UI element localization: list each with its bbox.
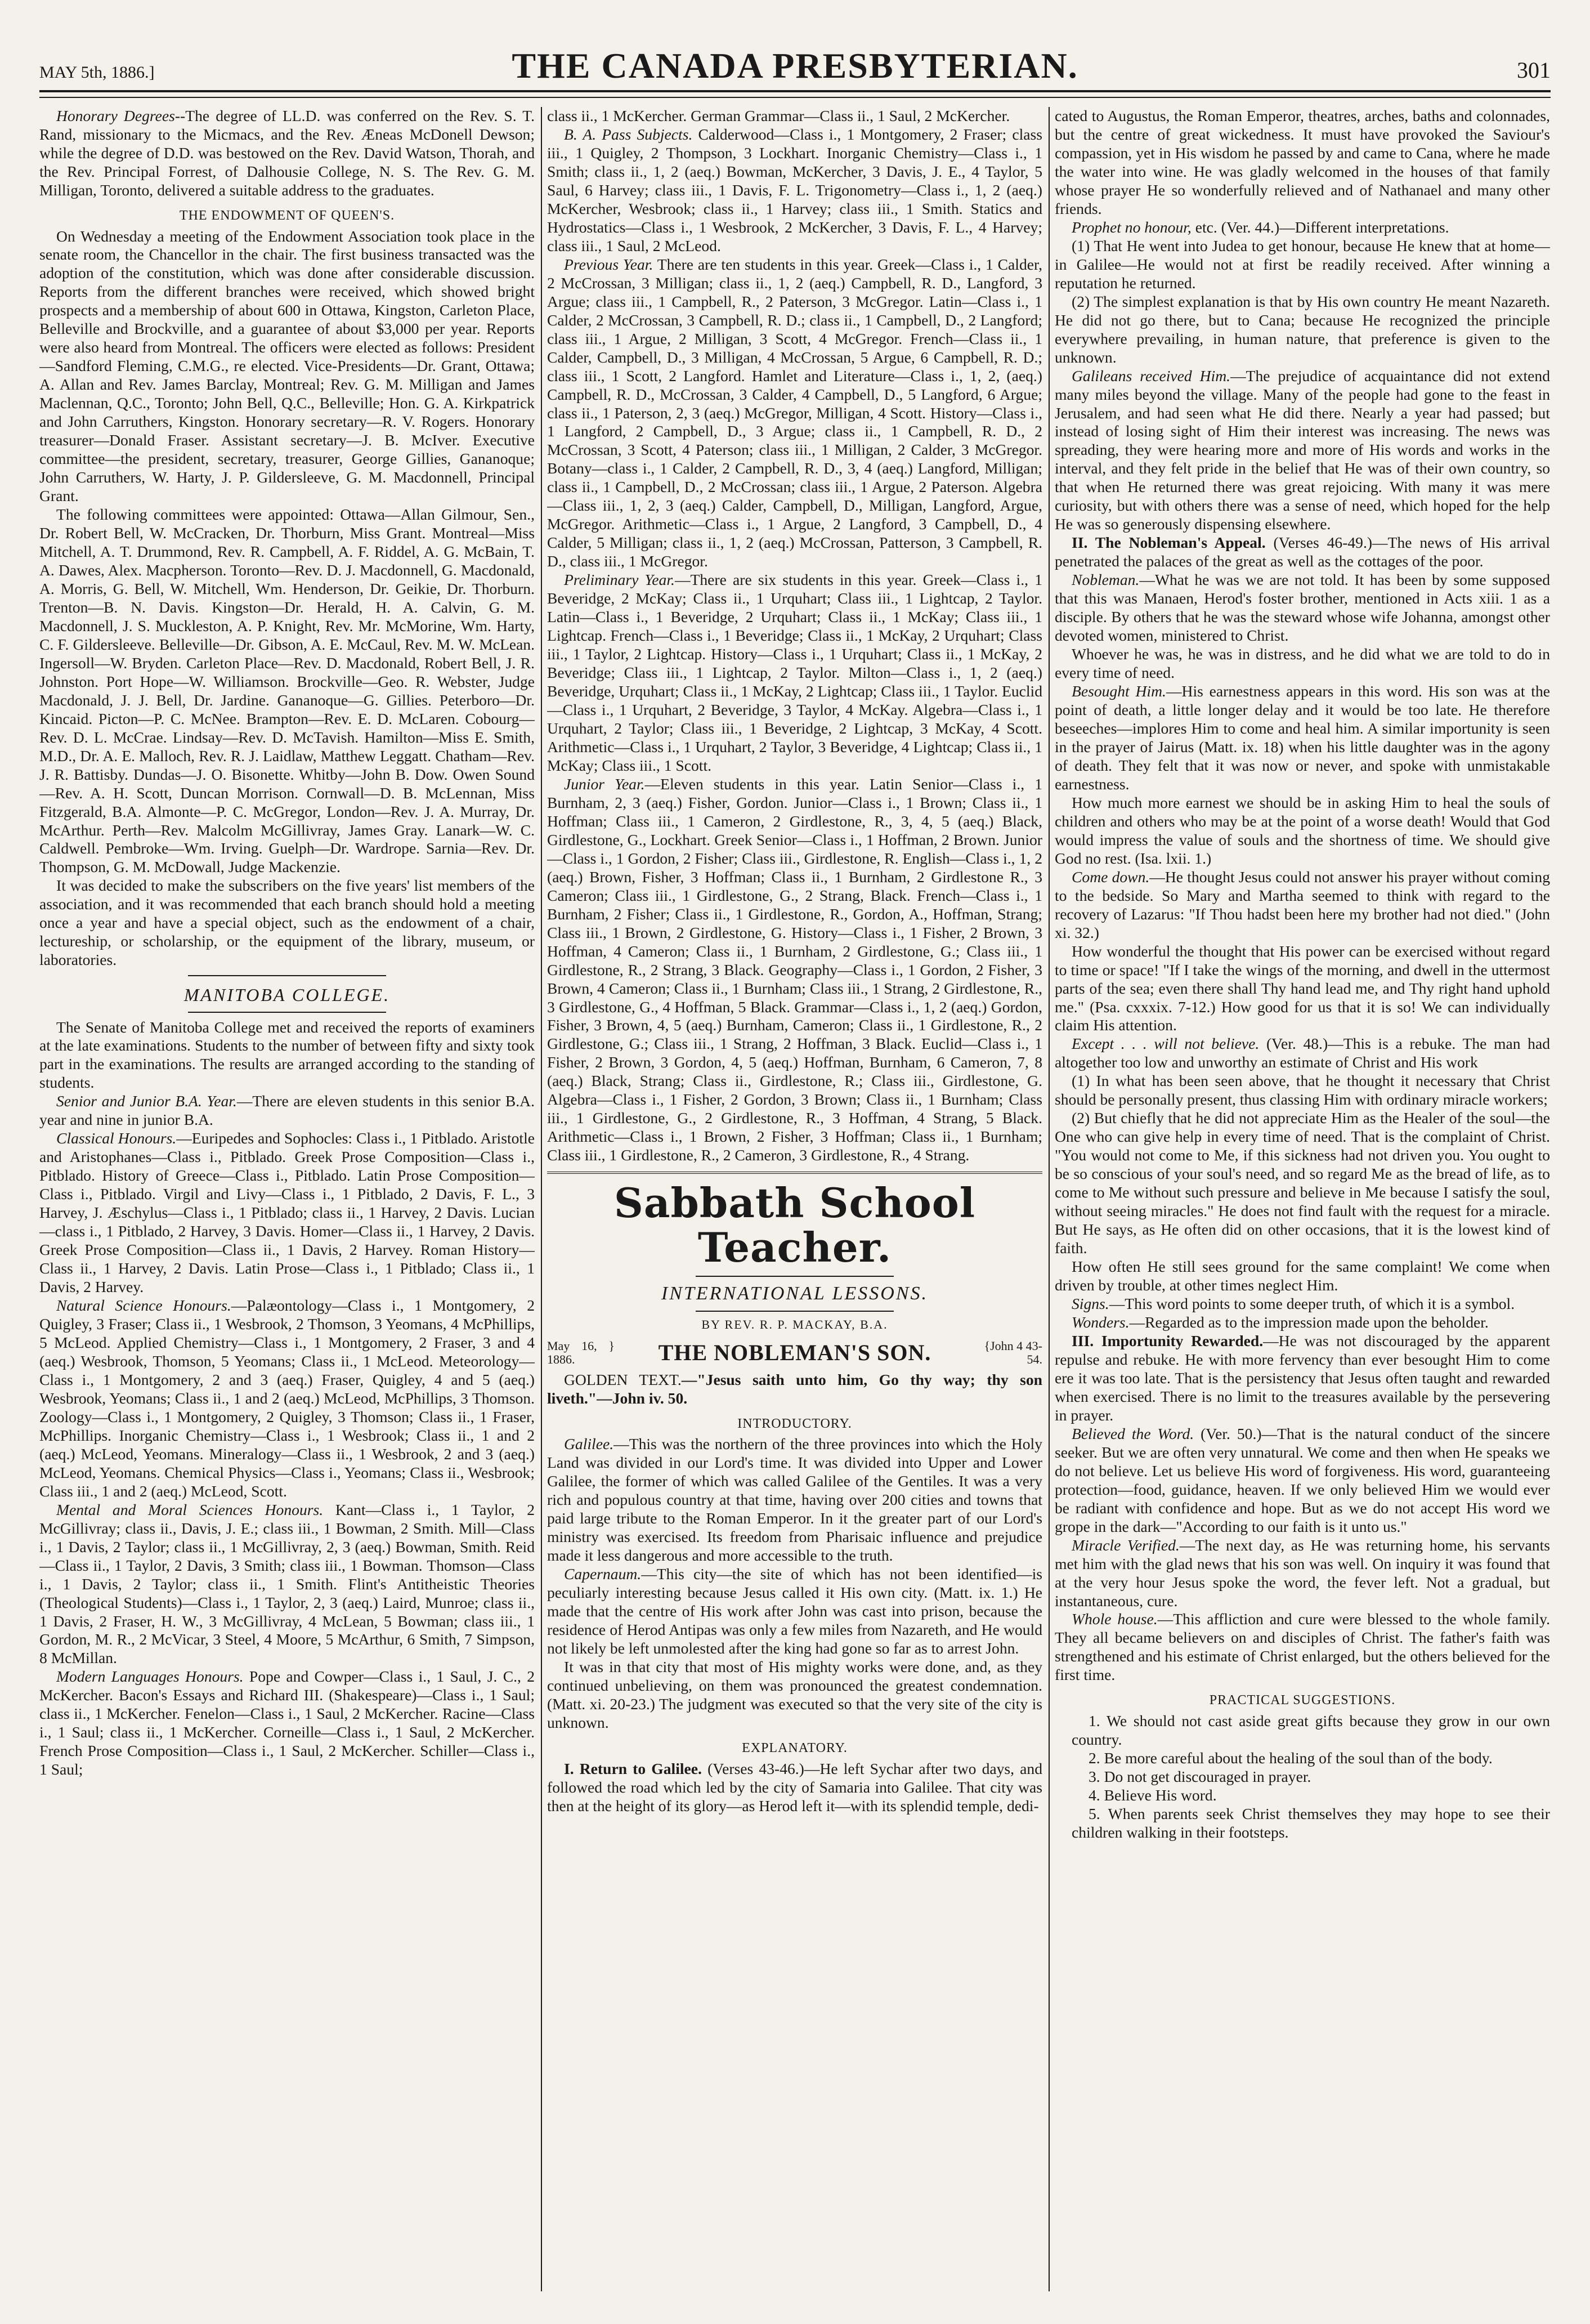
column-3 [1055, 107, 1550, 2291]
run-in-head: Junior Year. [564, 775, 645, 793]
run-in-head: Come down. [1072, 868, 1150, 886]
paragraph-endowment-1: On Wednesday a meeting of the Endowment Association took place in the senate room, the Chancellor in the chair. The first business transacted was the adoption of the constitution, which was done after considerable discussion. Reports from the different branches were received, which showed bright prospects and a membership of about 600 in Ottawa, Kingston, Carleton Place, Belleville and Brockville, and a guarantee of about $3,000 per year. Reports were also heard from Montreal. The officers were elected as follows: President—Sandford Fleming, C.M.G., re elected. Vice-Presidents—Dr. Grant, Ottawa; A. Allan and Rev. James Barclay, Montreal; Rev. G. M. Milligan and James Maclennan, Q.C., Toronto; John Bell, Q.C., Belleville; Hon. G. A. Kirkpatrick and John Carruthers, Kingston. Honorary secretary—R. V. Rogers. Honorary treasurer—Donald Fraser. Assistant secretary—J. B. McIver. Executive committee—the president, secretary, treasurer, George Gillies, Gananoque; John Carruthers, W. Harty, J. P. Gildersleeve, G. M. Macdonnell, Principal Grant. [39, 227, 535, 505]
run-in-head: Nobleman. [1072, 571, 1140, 589]
paragraph-text: Calderwood—Class i., 1 Montgomery, 2 Fraser; class iii., 1 Quigley, 2 Thompson, 3 Lockhart. Inorganic Chemistry—Class i., 1 Smith; class ii., 1, 2 (aeq.) Bowman, McKercher, 3 Davis, J. E., 4 Taylor, 5 Saul, 6 Harvey; class iii., 1 Davis, F. L. Trigonometry—Class i., 1, 2 (aeq.) McKercher, Wesbrook; class ii., 1 Harvey; class iii., 1 Smith. Statics and Hydrostatics—Class i., 1 Wesbrook, 2 McKercher, 3 Davis, F. L., 4 Harvey; class iii., 1 Saul, 2 McLeod. [547, 125, 1042, 254]
paragraph-except-1: (1) In what has been seen above, that he thought it necessary that Christ should be personally present, thus classing Him with ordinary miracle workers; [1055, 1072, 1550, 1109]
suggestion-item: 4. Believe His word. [1089, 1786, 1217, 1804]
paragraph-previous-year [547, 256, 1042, 571]
paragraph-text: —Regarded as to the impression made upon the beholder. [1129, 1313, 1489, 1331]
suggestion-item: 2. Be more careful about the healing of the soul than of the body. [1089, 1749, 1493, 1767]
paragraph-text: —His earnestness appears in this word. His son was at the point of death, a little longer delay and it would be too late. He therefore beseeches—implores Him to come and heal him. A similar importunity is seen in the prayer of Jairus (Matt. ix. 18) when his little daughter was in the agony of death. They felt that it was now or never, and spoke with unmistakable earnestness. [1055, 682, 1550, 793]
paragraph-text: (Ver. 50.)—That is the natural conduct of the sincere seeker. But we are often very unnatural. We come and then when He speaks we do not believe. Let us believe His word of forgiveness. His word, guaranteeing protection—food, guidance, heaven. If we only believed Him we would ever be radiant with confidence and hope. But as we do not accept His word we grope in the dark—"According to our faith is it unto us." [1055, 1424, 1550, 1535]
paragraph-whole-house [1055, 1610, 1550, 1684]
paragraph-capernaum [547, 1565, 1042, 1658]
run-in-head: Mental and Moral Sciences Honours. [56, 1500, 324, 1518]
suggestion-item: 3. Do not get discouraged in prayer. [1089, 1767, 1311, 1785]
paragraph-text: —The next day, as He was returning home, his servants met him with the glad news that his son was well. On inquiry it was found that at the very hour Jesus spoke the word, the fever left. Not a gradual, but instantaneous, cure. [1055, 1536, 1550, 1610]
run-in-head: Believed the Word. [1072, 1424, 1194, 1442]
paragraph-how-often: How often He still sees ground for the same complaint! We come when driven by trouble, at other times neglect Him. [1055, 1258, 1550, 1294]
run-in-head: Previous Year. [564, 255, 653, 273]
paragraph-text: (Verses 46-49.)—The news of His arrival penetrated the palaces of the great as well as the cottages of the poor. [1055, 534, 1550, 570]
international-lessons-heading: INTERNATIONAL LESSONS. [661, 1282, 929, 1304]
paragraph-honorary-degrees [39, 107, 535, 200]
paragraph-text: —The prejudice of acquaintance did not extend many miles beyond the village. Many of the people had gone to the feast in Jerusalem, and had seen what He did there. Nearly a year had passed; but instead of losing sight of Him their interest was increasing. The news was spreading, they were hearing more and more of His words and works in the interval, and they felt pride in the belief that He was of their own country, so that when He returned there was great rejoicing. With many it was mere curiosity, but with others there was a sense of need, which hoped for the help He was so generously dispensing elsewhere. [1055, 367, 1550, 533]
paragraph-text: —Euripedes and Sophocles: Class i., 1 Pitblado. Aristotle and Aristophanes—Class i., Pitblado. Greek Prose Composition—Class i., Pitblado. History of Greece—Class i., Pitblado. Latin Prose Composition—Class i., Pitblado. Virgil and Livy—Class i., 1 Pitblado, 2 Davis, F. L., 3 Harvey, J. Æschylus—Class i., 1 Pitblado; class ii., 1 Harvey, 2 Davis. Lucian—class i., 1 Pitblado, 2 Harvey, 3 Davis. Homer—Class ii., 1 Harvey, 2 Davis. Greek Prose Composition—Class ii., 1 Davis, 2 Harvey. Roman History—Class ii., 1 Harvey, 2 Davis. Latin Prose—Class i., 1 Pitblado; Class ii., 1 Davis, 2 Harvey. [39, 1129, 535, 1296]
lesson-title: THE NOBLEMAN'S SON. [658, 1339, 931, 1365]
paragraph-text: Kant—Class i., 1 Taylor, 2 McGillivray; class ii., Davis, J. E.; class iii., 1 Bowman, 2 Smith. Mill—Class i., 1 Davis, 2 Taylor; class ii., 1 McGillivray, 2, 3 (aeq.) Bowman, Smith. Reid—Class ii., 1 Taylor, 2 Davis, 3 Smith; class iii., 1 Bowman. Thomson—Class i., 1 Davis, 2 Taylor; class ii., 1 Smith. Flint's Antitheistic Theories (Theological Students)—Class i., 1 Taylor, 2, 3 (aeq.) Laird, Munroe; class ii., 1 Davis, 2 Fraser, H. W., 3 McGillivray, 4 McLean, 5 Bowman; class iii., 1 Gordon, M. R., 2 McVicar, 3 Steel, 4 Moore, 5 McArthur, 6 Smith, 7 Simpson, 8 McMillan. [39, 1500, 535, 1667]
explanatory-heading: EXPLANATORY. [742, 1740, 848, 1755]
paragraph-senior-year [39, 1092, 535, 1129]
run-in-head: Signs. [1072, 1295, 1109, 1312]
run-in-head: II. The Nobleman's Appeal. [1072, 534, 1266, 552]
paragraph-except-2: (2) But chiefly that he did not appreciate Him as the Healer of the soul—the One who can give help in every time of need. That is the complaint of Christ. "You would not come to Me, if this sickness had not driven you. You ought to be so conscious of your soul's need, and so regard Me as the bread of life, as to come to Me without such pressure and believe in Me because I satisfy the soul, without seeing miracles." He does not find fault with the request for a miracle. But He says, as He often did on other occasions, that it is the lowest kind of faith. [1055, 1109, 1550, 1257]
paragraph-continued: class ii., 1 McKercher. German Grammar—Class ii., 1 Saul, 2 McKercher. [547, 107, 1010, 124]
paragraph-except [1055, 1035, 1550, 1072]
paragraph-modern-languages [39, 1668, 535, 1779]
paragraph-text: —Palæontology—Class i., 1 Montgomery, 2 Quigley, 3 Fraser; Class ii., 1 Wesbrook, 2 Thomson, 3 Yeomans, 4 McPhillips, 5 McLeod. Applied Chemistry—Class i., 1 Montgomery, 2 Fraser, 3 and 4 (aeq.) Wesbrook, Thomson, 5 Yeomans; Class ii., 1 McLeod. Meteorology—Class i., 1 Montgomery, 2 and 3 (aeq.) Fraser, Quigley, 4 and 5 (aeq.) Wesbrook, Yeomans; Class ii., 1 and 2 (aeq.) McLeod, McPhillips, 3 Thomson. Zoology—Class i., 1 Montgomery, 2 Quigley, 3 Thomson; Class ii., 1 Fraser, McPhillips. Inorganic Chemistry—Class i., 1 Wesbrook; Class ii., 1 and 2 (aeq.) McLeod, Yeomans. Mineralogy—Class ii., 1 Wesbrook, 2 and 3 (aeq.) McLeod, Yeomans. Chemical Physics—Class i., Yeomans; Class ii., Wesbrook; Class iii., 1 and 2 (aeq.) McLeod, Scott. [39, 1297, 535, 1500]
paragraph-galilee [547, 1435, 1042, 1565]
column-divider [541, 107, 542, 2291]
paragraph-text: —Eleven students in this year. Latin Senior—Class i., 1 Burnham, 2, 3 (aeq.) Fisher, Gordon. Junior—Class i., 1 Brown; Class ii., 1 Hoffman; Class iii., 1 Cameron, 2 Girdlestone, R., 3, 4, 5 (aeq.) Black, Girdlestone, G., Lockhart. Greek Senior—Class i., 1 Hoffman, 2 Brown. Junior—Class i., 1 Gordon, 2 Fisher; Class iii., Girdlestone, R. English—Class i., 1, 2 (aeq.) Brown, Fisher, 3 Hoffman; Class ii., 1 Burnham, 2 Girdlestone R., 3 Cameron; Class iii., 1 Girdlestone, G., 2 Strang, Black. French—Class i., 1 Burnham, 2 Fisher; Class ii., 1 Girdlestone, R., Gordon, A., Hoffman, Strang; Class iii., 1 Brown, 2 Girdlestone, G. History—Class i., 1 Fisher, 2 Brown, 3 Hoffman, 4 Cameron; Class ii., 1 Burnham, 2 Girdlestone, G.; Class iii., 1 Girdlestone, R., 2 Strang, 3 Black. Geography—Class i., 1 Gordon, 2 Fisher, 3 Brown, 4 Cameron; Class ii., 1 Burnham; Class iii., 1 Strang, 2 Girdlestone, R., 3 Girdlestone, G., 4 Hoffman, 5 Black. Grammar—Class i., 1, 2 (aeq.) Gordon, Fisher, 3 Brown, 4, 5 (aeq.) Burnham, Cameron; Class ii., 1 Girdlestone, R., 2 Girdlestone, G.; Class iii., 1 Strang, 2 Hoffman, 3 Black. Euclid—Class i., 1 Fisher, 2 Brown, 3 Gordon, 4, 5 (aeq.) Hoffman, Burnham, 6 Cameron, 7, 8 (aeq.) Black, Strang; Class ii., Girdlestone, R.; Class iii., Girdlestone, G. Algebra—Class i., 1 Fisher, 2 Gordon, 3 Brown; Class ii., 1 Burnham; Class iii., 1 Girdlestone, G., 2 Girdlestone, R., 3 Hoffman, 4 Strang, 5 Black. Arithmetic—Class i., 1 Brown, 2 Fisher, 3 Hoffman; Class ii., 1 Burnham; Class iii., 1 Girdlestone, R., 2 Cameron, 3 Girdlestone, R., 4 Strang. [547, 775, 1042, 1164]
paragraph-return-to-galilee [547, 1760, 1042, 1816]
paragraph-junior-year [547, 775, 1042, 1165]
golden-text-body: —"Jesus saith unto him, Go thy way; thy son liveth."—John iv. 50. [547, 1370, 1042, 1407]
paragraph-how-much: How much more earnest we should be in asking Him to heal the souls of children and others who may be at the point of a worse death! Would that God would impress the value of souls and the shortness of time. We should give God no rest. (Isa. lxii. 1.) [1055, 793, 1550, 867]
golden-text [547, 1371, 1042, 1408]
run-in-head: Classical Honours. [56, 1129, 177, 1147]
masthead-rule [39, 97, 1551, 98]
paragraph-text: There are ten students in this year. Greek—Class i., 1 Calder, 2 McCrossan, 3 Milligan; class ii., 1, 2 (aeq.) Campbell, R. D., Langford, 3 Argue; class iii., 1 Campbell, R., 2 Paterson, 3 McGregor. Latin—Class i., 1 Calder, 2 McCrossan, 3 Campbell, R. D.; class ii., 1 Campbell, D., 2 Langford; class iii., 1 Argue, 2 Milligan, 3 Scott, 4 McGregor. French—Class ii., 1 Calder, Campbell, D., 3 Milligan, 4 McCrossan, 5 Argue, 6 Campbell, R. D.; class iii., 1 Scott, 2 Langford. Hamlet and Literature—Class i., 1, 2, (aeq.) Campbell, R. D., McCrossan, 3 Calder, 4 Campbell, D., 5 Langford, 6 Argue; class ii., 1 Paterson, 2, 3 (aeq.) McGregor, Milligan, 4 Scott. History—Class i., 1 Langford, 2 Campbell, D., 3 Argue; class ii., 1 Campbell, R. D., 2 McCrossan, 3 Scott, 4 Paterson; class iii., 1 Milligan, 2 Calder, 3 McGregor. Botany—class i., 1 Calder, 2 Campbell, R. D., 3, 4 (aeq.) Langford, Milligan; class ii., 1 Campbell, D., 2 McCrossan; class iii., 1 Argue, 2 Paterson. Algebra—Class iii., 1, 2, 3 (aeq.) Calder, Campbell, D., Milligan, Langford, Argue, McGregor. Arithmetic—Class i., 1 Argue, 2 Langford, 3 Campbell, D., 4 Calder, 5 Milligan; class ii., 1, 2 (aeq.) McCrossan, Patterson, 3 Campbell, R. D., class iii., 1 McGregor. [547, 255, 1042, 570]
paragraph-importunity [1055, 1332, 1550, 1425]
run-in-head: III. Importunity Rewarded. [1072, 1331, 1264, 1349]
suggestion-item: 5. When parents seek Christ themselves they may hope to see their children walking in their footsteps. [1072, 1804, 1550, 1841]
section-rule [696, 1311, 894, 1312]
paragraph-text: (Verses 43-46.)—He left Sychar after two days, and followed the road which led by the city of Samaria into Galilee. That city was then at the height of its glory—as Herod left it—with its splendid temple, dedi- [547, 1759, 1042, 1814]
lesson-date: May 16, } 1886. [547, 1338, 615, 1366]
column-1 [39, 107, 535, 2291]
manitoba-heading: MANITOBA COLLEGE. [183, 985, 391, 1005]
lesson-heading [547, 1339, 1042, 1366]
section-rule [188, 1012, 386, 1013]
paragraph-text: —There are eleven students in this senior B.A. year and nine in junior B.A. [39, 1092, 535, 1129]
paragraph-nobleman-appeal [1055, 534, 1550, 571]
run-in-head: Except . . . will not believe. [1072, 1035, 1260, 1053]
run-in-head: Modern Languages Honours. [56, 1668, 244, 1686]
paragraph-text: —This word points to some deeper truth, of which it is a symbol. [1109, 1295, 1515, 1312]
masthead [39, 34, 1551, 92]
paragraph-signs [1055, 1295, 1550, 1313]
newspaper-title: THE CANADA PRESBYTERIAN. [512, 46, 1078, 86]
sabbath-school-title: Sabbath School Teacher. [613, 1179, 976, 1272]
run-in-head: I. Return to Galilee. [564, 1759, 702, 1777]
run-in-head: Galileans received Him. [1072, 367, 1231, 385]
byline: BY REV. R. P. MACKAY, B.A. [701, 1317, 888, 1332]
paragraph-text: --The degree of LL.D. was conferred on the Rev. S. T. Rand, missionary to the Micmacs, and the Rev. Æneas McDonell Dewson; while the degree of D.D. was bestowed on the Rev. David Watson, Thorah, and the Rev. Principal Forrest, of Dalhousie College, N. S. The Rev. G. M. Milligan, Toronto, delivered a suitable address to the graduates. [39, 107, 535, 199]
run-in-head: Miracle Verified. [1072, 1536, 1180, 1554]
paragraph-text: —He was not discouraged by the apparent repulse and rebuke. He with more fervency than ever besought Him to come ere it was too late. That is the persistency that Jesus often taught and rewarded when exercised. There is no limit to the treasures available by the persevering in prayer. [1055, 1331, 1550, 1424]
run-in-head: Wonders. [1072, 1313, 1130, 1331]
paragraph-text: —What he was we are not told. It has been by some supposed that this was Manaen, Herod's foster brother, mentioned in Acts xiii. 1 as a disciple. By others that he was the steward whose wife Johanna, amongst other devoted women, ministered to Christ. [1055, 571, 1550, 645]
section-rule [188, 975, 386, 976]
paragraph-preliminary-year [547, 571, 1042, 775]
run-in-head: Senior and Junior B.A. Year. [56, 1092, 237, 1110]
paragraph-whoever: Whoever he was, he was in distress, and he did what we are told to do in every time of need. [1055, 645, 1550, 682]
run-in-head: Galilee. [564, 1435, 614, 1453]
column-divider [1049, 107, 1050, 2291]
paragraph-nobleman [1055, 571, 1550, 645]
paragraph-pass-subjects [547, 126, 1042, 256]
paragraph-besought [1055, 682, 1550, 794]
paragraph-text: etc. (Ver. 44.)—Different interpretations. [1191, 218, 1449, 236]
run-in-head: Honorary Degrees [56, 107, 175, 124]
paragraph-endowment-2: The following committees were appointed: Ottawa—Allan Gilmour, Sen., Dr. Robert Bell, W. McCracken, Dr. Thorburn, Miss Grant. Montreal—Miss Mitchell, A. T. Drummond, Rev. R. Campbell, A. F. Riddel, A. G. McBain, T. A. Dawes, Alex. Macpherson. Toronto—Rev. D. J. Macdonnell, G. Macdonald, A. Morris, G. Bell, W. Mitchell, Wm. Henderson, Dr. Geikie, Dr. Thorburn. Trenton—B. N. Davis. Kingston—Dr. Herald, H. A. Calvin, G. M. Macdonnell, J. S. Muckleston, A. P. Knight, Rev. Mr. McMorine, Wm. Harty, C. F. Gildersleeve. Belleville—Dr. Gibson, A. E. McCaul, Rev. M. W. McLean. Ingersoll—W. Bryden. Carleton Place—Rev. D. Macdonald, Robert Bell, J. R. Johnston. Port Hope—W. Williamson. Brockville—Geo. R. Webster, Judge Macdonald, J. J. Bell, Dr. Jardine. Gananoque—G. Gillies. Peterboro—Dr. Kincaid. Picton—P. C. McNee. Brampton—Rev. E. D. McLaren. Cobourg—Rev. D. L. McCrae. Lindsay—Rev. D. McTavish. Hamilton—Miss E. Smith, M.D., Dr. A. E. Malloch, Rev. R. J. Laidlaw, Matthew Leggatt. Chatham—Rev. J. R. Battisby. Dundas—J. O. Bisonette. Whitby—John B. Dow. Owen Sound—Rev. A. H. Scott, Duncan Morrison. Cornwall—D. B. McLennan, Miss Fitzgerald, B.A. Almonte—P. C. McGregor, London—Rev. J. A. Murray, Dr. McArthur. Perth—Rev. Malcolm McGillivray, James Gray. Lanark—W. C. Caldwell. Pembroke—Wm. Irving. Guelph—Dr. Wardrope. Sarnia—Rev. Dr. Thompson, G. M. McDowall, Judge Mackenzie. [39, 506, 535, 876]
run-in-head: Prophet no honour, [1072, 218, 1192, 236]
paragraph-text: —This was the northern of the three provinces into which the Holy Land was divided in our Lord's time. It was divided into Upper and Lower Galilee, the former of which was called Galilee of the Gentiles. It was a very rich and populous country at that time, having over 200 cities and towns that paid large tribute to the Roman Emperor. In it the greater part of our Lord's ministry was exercised. Its freedom from Pharisaic influence and prejudice made it less dangerous and more accessible to the truth. [547, 1435, 1042, 1565]
paragraph-text: —This affliction and cure were blessed to the whole family. They all became believers on and disciples of Christ. The father's faith was strengthened and his estimate of Christ enlarged, but the others believed for the first time. [1055, 1610, 1550, 1684]
run-in-head: Capernaum. [564, 1565, 642, 1583]
paragraph-text: —There are six students in this year. Greek—Class i., 1 Beveridge, 2 McKay; Class ii., 1 Urquhart; Class iii., 1 Lightcap, 2 Taylor. Latin—Class i., 1 Beveridge, 2 Urquhart; Class ii., 1 McKay; Class iii., 1 Lightcap. French—Class i., 1 Beveridge; Class ii., 1 McKay, 2 Urquhart; Class iii., 1 Taylor, 2 Lightcap. History—Class i., 1 Urquhart; Class ii., 1 McKay, 2 Beveridge; Class iii., 1 Lightcap, 2 Taylor. Milton—Class i., 1, 2 (aeq.) Beveridge, Urquhart; Class ii., 1 McKay, 2 Lightcap; Class iii., 1 Taylor. Euclid—Class i., 1 Urquhart, 2 Beveridge, 3 Taylor, 4 McKay. Algebra—Class i., 1 Urquhart, 2 Taylor; Class iii., 1 Beveridge, 2 Lightcap, 3 McKay, 4 Scott. Arithmetic—Class i., 1 Urquhart, 2 Taylor, 3 Beveridge, 4 Lightcap; Class ii., 1 McKay; Class iii., 1 Scott. [547, 571, 1042, 774]
paragraph-capernaum-2: It was in that city that most of His mighty works were done, and, as they continued unbelieving, on them was pronounced the greatest condemnation. (Matt. xi. 20-23.) The judgment was executed so that the very site of the city is unknown. [547, 1658, 1042, 1732]
paragraph-wonderful: How wonderful the thought that His power can be exercised without regard to time or space! "If I take the wings of the morning, and dwell in the uttermost parts of the sea; even there shall Thy hand lead me, and Thy right hand uphold me." (Psa. cxxxix. 7-12.) How good for us that it is so! We can individually claim His attention. [1055, 942, 1550, 1034]
paragraph-interpretation-2: (2) The simplest explanation is that by His own country He meant Nazareth. He did not go there, but to Cana; because He recognized the principle everywhere prevailing, in human nature, that preference is given to the unknown. [1055, 292, 1550, 366]
paragraph-text: Pope and Cowper—Class i., 1 Saul, J. C., 2 McKercher. Bacon's Essays and Richard III. (Shakespeare)—Class i., 1 Saul; class ii., 1 McKercher. Fenelon—Class i., 1 Saul, 2 McKercher. Racine—Class i., 1 Saul; class ii., 1 McKercher. Corneille—Class i., 1 Saul, 2 McKercher. French Prose Composition—Class i., 1 Saul, 2 McKercher. Schiller—Class i., 1 Saul; [39, 1668, 535, 1778]
paragraph-text: —This city—the site of which has not been identified—is peculiarly interesting because Jesus called it His own city. (Matt. ix. 1.) He made that the centre of His work after John was cast into prison, because the residence of Herod Antipas was only a few miles from Nazareth, and He would not likely be left unmolested after the king had gone so far as to arrest John. [547, 1565, 1042, 1657]
run-in-head: Whole house. [1072, 1610, 1158, 1628]
paragraph-prophet [1055, 218, 1550, 237]
run-in-head: Besought Him. [1072, 682, 1166, 700]
golden-text-label: GOLDEN TEXT. [564, 1370, 682, 1388]
section-rule [547, 1172, 1042, 1174]
page-number: 301 [1517, 57, 1551, 83]
issue-date: MAY 5th, 1886.] [39, 63, 155, 82]
paragraph-come-down [1055, 868, 1550, 942]
paragraph-miracle-verified [1055, 1536, 1550, 1611]
column-2 [547, 107, 1042, 2291]
run-in-head: Natural Science Honours. [56, 1297, 231, 1315]
paragraph-mental-moral [39, 1501, 535, 1668]
paragraph-interpretation-1: (1) That He went into Judea to get honour, because He knew that at home—in Galilee—He would not at first be readily received. After winning a reputation he returned. [1055, 236, 1550, 292]
endowment-heading: THE ENDOWMENT OF QUEEN'S. [179, 208, 395, 223]
lesson-reference: {John 4 43-54. [984, 1338, 1042, 1366]
section-rule [696, 1276, 894, 1277]
paragraph-natural-science [39, 1297, 535, 1501]
introductory-heading: INTRODUCTORY. [737, 1416, 852, 1431]
paragraph-classical [39, 1129, 535, 1297]
practical-suggestions-heading: PRACTICAL SUGGESTIONS. [1209, 1693, 1396, 1708]
run-in-head: B. A. Pass Subjects. [564, 125, 693, 143]
run-in-head: Preliminary Year. [564, 571, 675, 589]
paragraph-endowment-3: It was decided to make the subscribers on the five years' list members of the association, and it was recommended that each branch should hold a meeting once a year and have a special object, such as the endowment of a chair, lectureship, or scholarship, or the equipment of the library, museum, or laboratories. [39, 877, 535, 969]
paragraph-believed [1055, 1425, 1550, 1536]
paragraph-text: —He thought Jesus could not answer his prayer without coming to the bedside. So Mary and Martha seemed to think with regard to the recovery of Lazarus: "If Thou hadst been here my brother had not died." (John xi. 32.) [1055, 868, 1550, 941]
paragraph-manitoba-1: The Senate of Manitoba College met and received the reports of examiners at the late examinations. Students to the number of between fifty and sixty took part in the examinations. The results are arranged according to the standing of students. [39, 1018, 535, 1092]
suggestion-item: 1. We should not cast aside great gifts because they grow in our own country. [1072, 1712, 1550, 1748]
paragraph-wonders [1055, 1313, 1550, 1332]
paragraph-galileans [1055, 367, 1550, 534]
paragraph-continued: cated to Augustus, the Roman Emperor, theatres, arches, baths and colonnades, but the centre of great wickedness. It must have provoked the Saviour's compassion, yet in His wisdom he passed by and came to Cana, where he made the water into wine. He was gladly welcomed in the houses of that family whose prayer He so wonderfully relieved and of Nathanael and many other friends. [1055, 107, 1550, 217]
paragraph-text: (Ver. 48.)—This is a rebuke. The man had altogether too low and unworthy an estimate of Christ and His work [1055, 1035, 1550, 1071]
